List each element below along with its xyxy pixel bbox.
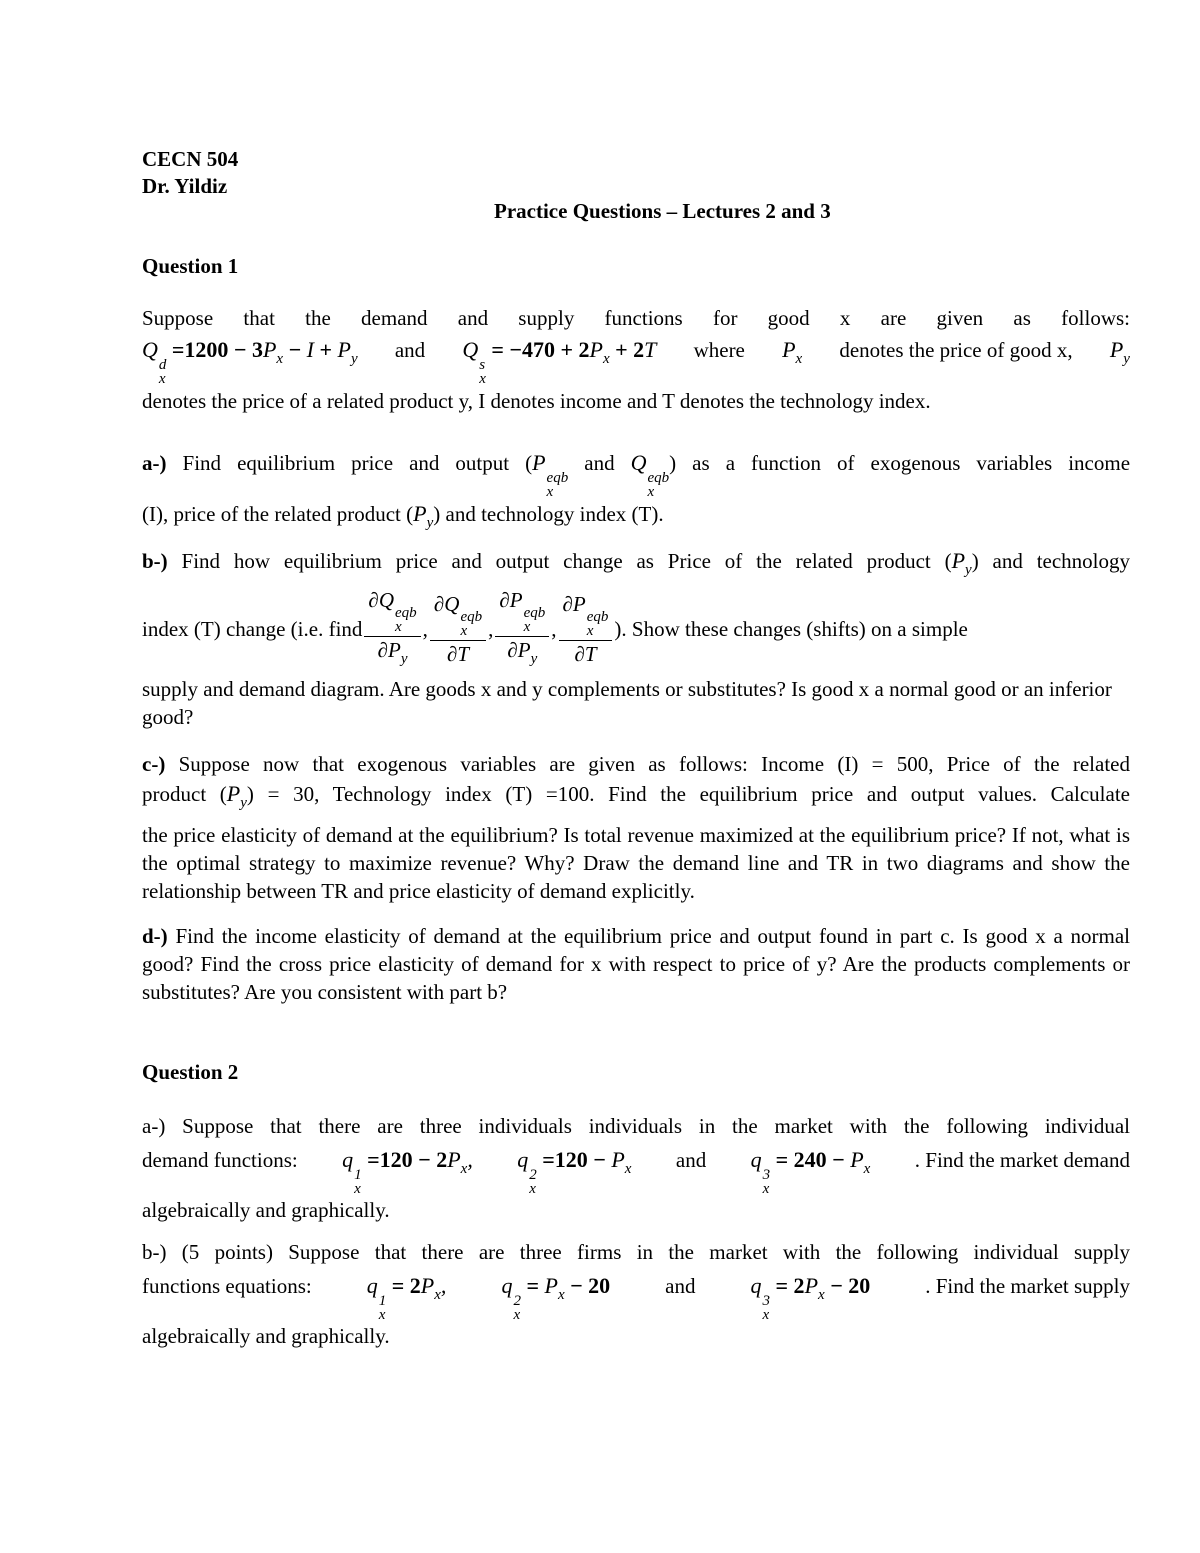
q1-intro-line-2: Q d x $=1200 - 3P_x - I + P_y$ and Q s x = $-470 + 2P_x + 2T$ where $P_x$ denotes the price of good x, $P_y$ bbox=[142, 332, 1130, 386]
q2-part-a: a-) Suppose that there are three individuals individuals in the market with the following individual demand functions: q 1 x $=120 - 2P_x$, q 2 x $=120 - P_x$ and q 3 x = $240 - P_x$ . Find the market demand algebraically and graphically. bbox=[142, 1114, 1130, 1222]
supply-function-2: q 2 x = $P_x - 20$ bbox=[501, 1273, 611, 1323]
question-1-heading: Question 1 bbox=[142, 254, 239, 278]
q1-intro-line-1: Suppose that the demand and supply functions for good x are given as follows: bbox=[142, 306, 1130, 330]
derivative-dQ-dPy: ∂Q eqb x $\partial P_y$ bbox=[364, 589, 420, 670]
derivative-dQ-dT: ∂Q eqb x ∂T bbox=[430, 593, 486, 665]
demand-function-2: q 2 x $=120 - P_x$ bbox=[517, 1147, 632, 1197]
q2-part-b: b-) (5 points) Suppose that there are three firms in the market with the following individual supply functions equations: q 1 x = $2P_x$, q 2 x = $P_x - 20$ and q 3 x = $2P_x - 20$ . Find the market supply algebraically and graphically. bbox=[142, 1240, 1130, 1348]
instructor-name: Dr. Yildiz bbox=[142, 174, 228, 198]
derivative-dP-dPy: ∂P eqb x $\partial P_y$ bbox=[495, 589, 549, 670]
course-code: CECN 504 bbox=[142, 147, 239, 171]
demand-equation: Q d x $=1200 - 3P_x - I + P_y$ bbox=[142, 337, 358, 387]
q1-intro bbox=[142, 304, 1130, 416]
q1-part-b: b-) Find how equilibrium price and output change as Price of the related product $(P_y)$ and technology index (T) change (i.e. find ∂Q eqb x $\partial P_y$ , ∂Q eqb x ∂T , ∂P eqb x $\partial P_y$ , ∂P eqb x ∂T ). Show these changes (shifts) on a simple supply and demand diagram. Are goods x and y complements or substitutes? Is good x a normal good or an inferior good? bbox=[142, 548, 1131, 729]
demand-function-3: q 3 x = $240 - P_x$ bbox=[750, 1147, 871, 1197]
q1-part-c: c-) Suppose now that exogenous variables are given as follows: Income (I) = 500, Price of the related product $(P_y) = 30$, Technology index (T) =100. Find the equilibrium price and output values. Calculate the price elasticity of demand at the equilibrium? Is total revenue maximized at the equilibrium price? If not, what is the optimal strategy to maximize revenue? Why? Draw the demand line and TR in two diagrams and show the relationship between TR and price elasticity of demand explicitly. bbox=[142, 752, 1130, 903]
q1-intro-line-3: denotes the price of a related product y, I denotes income and T denotes the technology index. bbox=[142, 389, 931, 413]
q1-part-d: d-) Find the income elasticity of demand at the equilibrium price and output found in part c. Is good x a normal good? Find the cross price elasticity of demand for x with respect to price of y? Are the products complements or substitutes? Are you consistent with part b? bbox=[142, 924, 1131, 1004]
supply-function-1: q 1 x = $2P_x$, bbox=[366, 1273, 447, 1323]
page-title: Practice Questions – Lectures 2 and 3 bbox=[494, 199, 831, 223]
q1-part-a: a-) Find equilibrium price and output (P eqb x and Q eqb x ) as a function of exogenous variables income (I), price of the related product $(P_y)$ and technology index (T). bbox=[142, 450, 1131, 531]
derivative-dP-dT: ∂P eqb x ∂T bbox=[559, 593, 613, 665]
supply-function-3: q 3 x = $2P_x - 20$ bbox=[750, 1273, 871, 1323]
supply-equation: Q s x = $-470 + 2P_x + 2T$ bbox=[462, 337, 657, 387]
demand-function-1: q 1 x $=120 - 2P_x$, bbox=[342, 1147, 473, 1197]
question-2-heading: Question 2 bbox=[142, 1060, 239, 1084]
